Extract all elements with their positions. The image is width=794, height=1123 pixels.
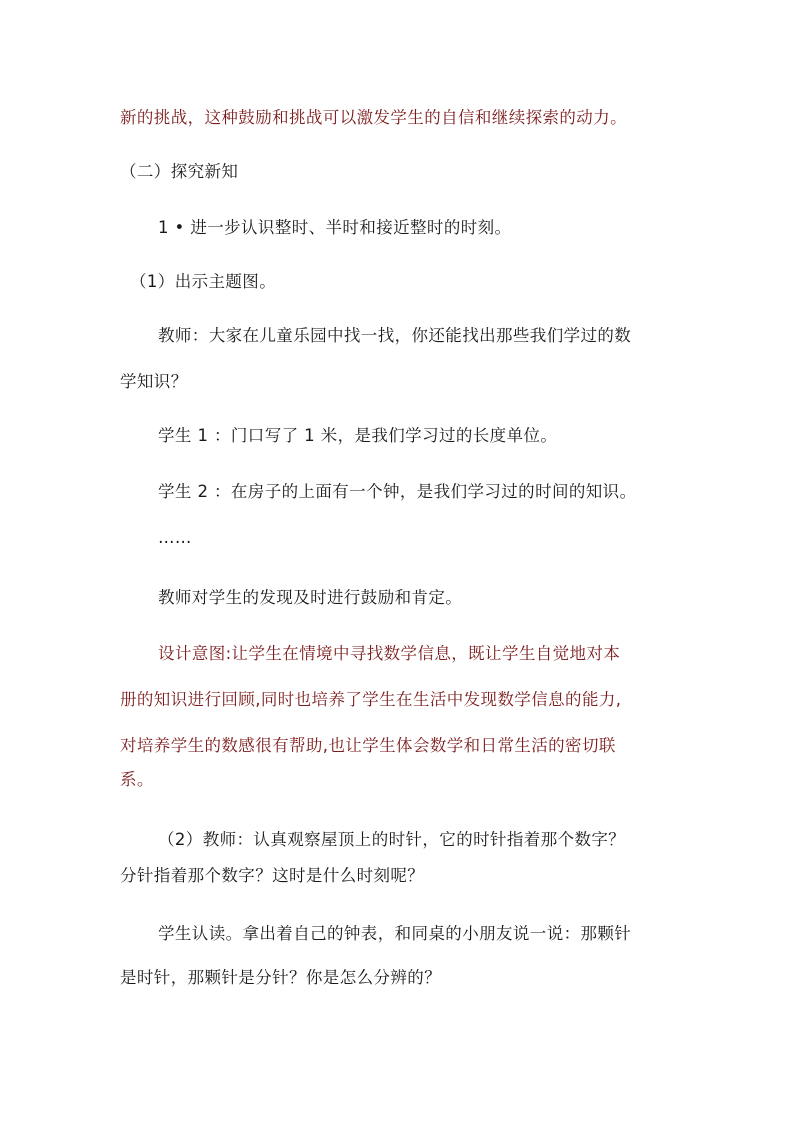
text-line-10: 教师对学生的发现及时进行鼓励和肯定。 xyxy=(158,588,463,607)
text-line-16: 分针指着那个数字？这时是什么时刻呢？ xyxy=(120,866,425,885)
text-line-7: 学生 1 ：门口写了 1 米，是我们学习过的长度单位。 xyxy=(158,426,558,445)
step-heading-1: （1）出示主题图。 xyxy=(130,272,277,291)
text-line-18: 是时针，那颗针是分针？你是怎么分辨的？ xyxy=(120,968,442,987)
subsection-heading: 1 • 进一步认识整时、半时和接近整时的时刻。 xyxy=(158,218,512,237)
text-line-5: 教师：大家在儿童乐园中找一找，你还能找出那些我们学过的数 xyxy=(158,326,632,345)
text-line-17: 学生认读。拿出着自己的钟表，和同桌的小朋友说一说：那颗针 xyxy=(158,924,632,943)
step-heading-2: （2）教师：认真观察屋顶上的时针，它的时针指着那个数字？ xyxy=(158,830,626,849)
text-line-6: 学知识？ xyxy=(120,372,188,391)
section-heading: （二）探究新知 xyxy=(120,162,239,181)
design-intent-line-3: 对培养学生的数感很有帮助,也让学生体会数学和日常生活的密切联 xyxy=(120,736,616,755)
design-intent-line-4: 系。 xyxy=(120,770,154,789)
design-intent-line-1: 设计意图:让学生在情境中寻找数学信息，既让学生自觉地对本 xyxy=(158,644,621,663)
design-intent-line-2: 册的知识进行回顾,同时也培养了学生在生活中发现数学信息的能力, xyxy=(120,690,622,709)
ellipsis-line: …… xyxy=(158,528,192,547)
text-line-1: 新的挑战，这种鼓励和挑战可以激发学生的自信和继续探索的动力。 xyxy=(120,108,627,127)
text-line-8: 学生 2 ：在房子的上面有一个钟，是我们学习过的时间的知识。 xyxy=(158,482,637,501)
